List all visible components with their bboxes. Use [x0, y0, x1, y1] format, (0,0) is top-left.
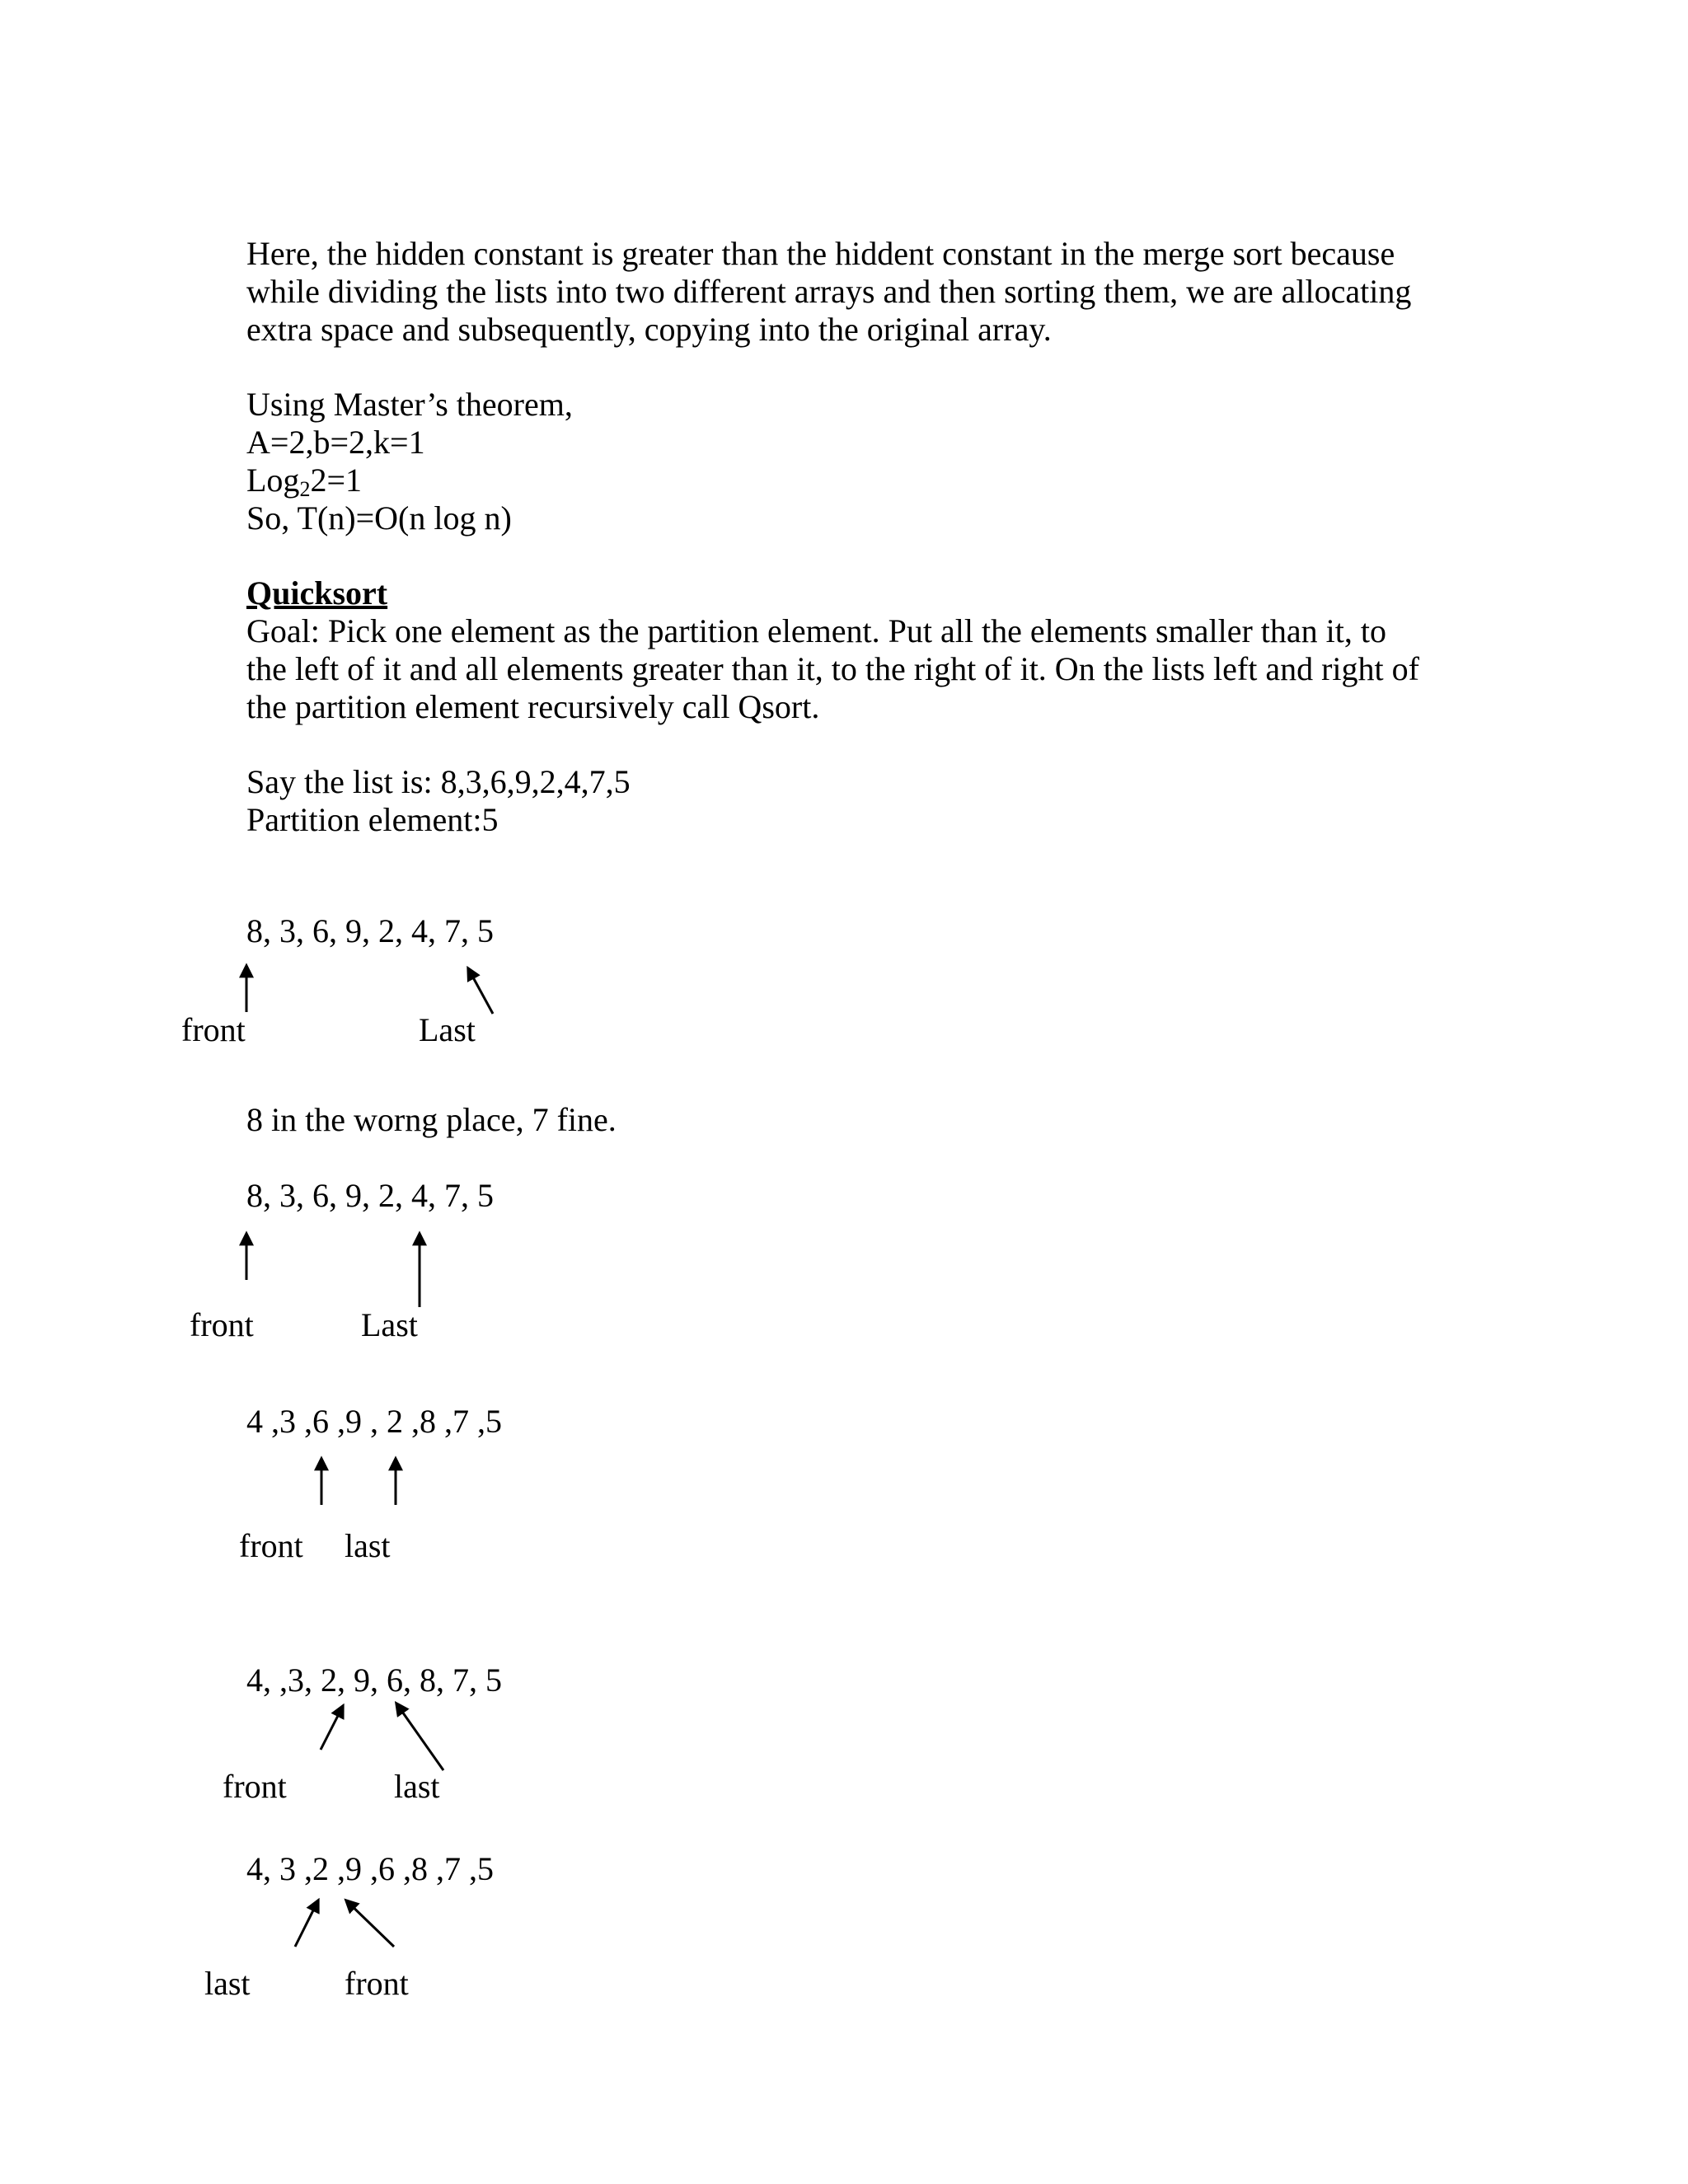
- intro-line-3: extra space and subsequently, copying into the original array.: [246, 311, 1052, 348]
- log-subscript: 2: [299, 477, 311, 501]
- intro-line-2: while dividing the lists into two different arrays and then sorting them, we are allocating: [246, 273, 1412, 310]
- list-line: Say the list is: 8,3,6,9,2,4,7,5: [246, 763, 631, 800]
- step2-last-label: Last: [361, 1306, 418, 1343]
- step2-array: 8, 3, 6, 9, 2, 4, 7, 5: [246, 1177, 494, 1214]
- master-line-1: Using Master’s theorem,: [246, 386, 573, 423]
- step2-note: 8 in the worng place, 7 fine.: [246, 1101, 617, 1138]
- step2-front-label: front: [190, 1306, 254, 1343]
- step5-last-arrow-icon: [295, 1900, 318, 1947]
- intro-line-1: Here, the hidden constant is greater than the hiddent constant in the merge sort because: [246, 235, 1395, 272]
- goal-line-2: the left of it and all elements greater than it, to the right of it. On the lists left and right of: [246, 650, 1419, 687]
- step5-array: 4, 3 ,2 ,9 ,6 ,8 ,7 ,5: [246, 1850, 494, 1887]
- step4-last-label: last: [394, 1768, 440, 1805]
- quicksort-heading: Quicksort: [246, 574, 388, 612]
- step5-front-label: front: [345, 1965, 409, 2002]
- goal-line-1: Goal: Pick one element as the partition element. Put all the elements smaller than it, to: [246, 612, 1386, 649]
- log-suffix: 2=1: [310, 462, 362, 499]
- master-line-4: So, T(n)=O(n log n): [246, 499, 512, 537]
- step1-last-label: Last: [419, 1011, 476, 1048]
- log-prefix: Log: [246, 462, 300, 499]
- step1-last-arrow-icon: [468, 968, 493, 1014]
- step1-array: 8, 3, 6, 9, 2, 4, 7, 5: [246, 912, 494, 949]
- partition-line: Partition element:5: [246, 801, 499, 838]
- step3-array: 4 ,3 ,6 ,9 , 2 ,8 ,7 ,5: [246, 1403, 502, 1440]
- step4-front-arrow-icon: [321, 1706, 343, 1750]
- step5-last-label: last: [204, 1965, 251, 2002]
- step4-last-arrow-icon: [396, 1704, 443, 1770]
- step4-array: 4, ,3, 2, 9, 6, 8, 7, 5: [246, 1661, 502, 1699]
- step1-front-label: front: [181, 1011, 246, 1048]
- step3-last-label: last: [345, 1527, 391, 1564]
- step4-front-label: front: [223, 1768, 287, 1805]
- step3-front-label: front: [239, 1527, 303, 1564]
- step5-front-arrow-icon: [346, 1900, 394, 1947]
- master-line-2: A=2,b=2,k=1: [246, 424, 425, 461]
- goal-line-3: the partition element recursively call Qsort.: [246, 688, 820, 725]
